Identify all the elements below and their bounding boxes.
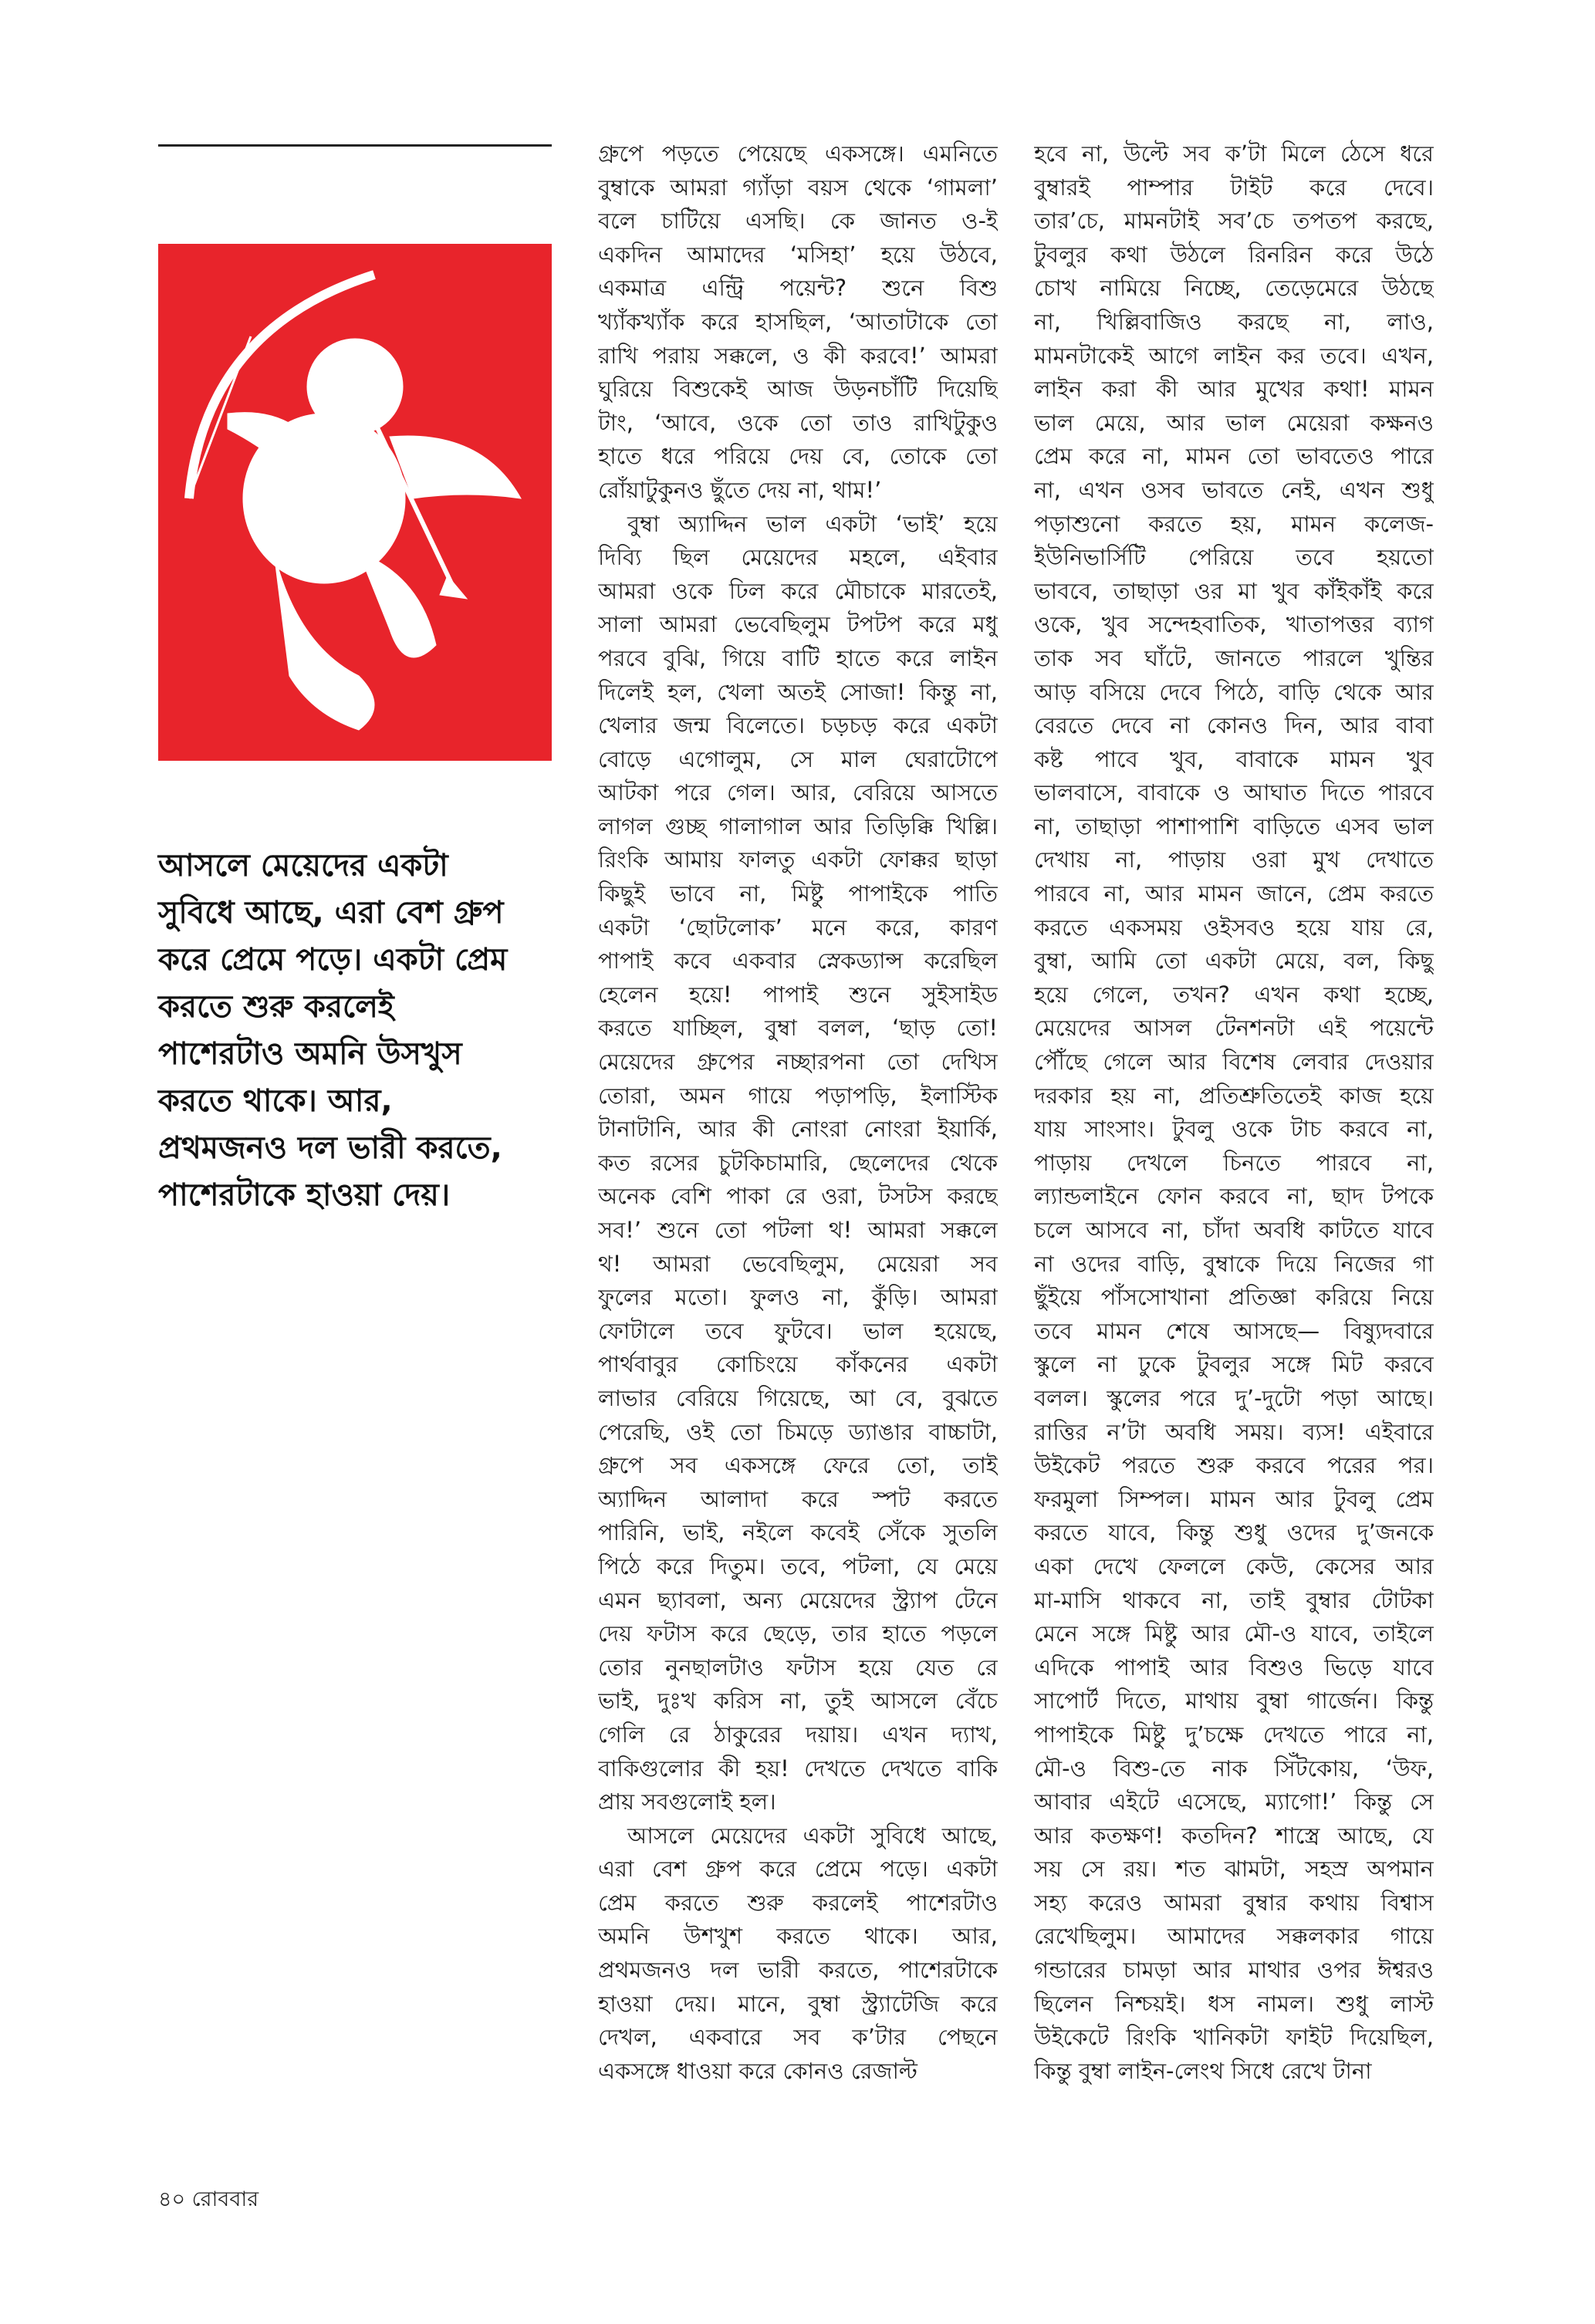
text-line: একা দেখে ফেললে কেউ, কেসের আর — [1034, 1552, 1434, 1579]
text-line: পৌঁছে গেলে আর বিশেষ লেবার দেওয়ার — [1034, 1049, 1434, 1076]
text-line: পেরেছি, ওই তো চিমড়ে ড্যাঙার বাচ্চাটা, — [598, 1418, 998, 1445]
text-line: কষ্ট পাবে খুব, বাবাকে মামন খুব — [1034, 745, 1434, 772]
text-line: লাইন করা কী আর মুখের কথা! মামন — [1034, 376, 1434, 403]
text-line: আসলে মেয়েদের একটা সুবিধে আছে, — [627, 1822, 998, 1849]
text-line: করতে একসময় ওইসবও হয়ে যায় রে, — [1034, 914, 1434, 941]
text-line: পার্থবাবুর কোচিংয়ে কাঁকনের একটা — [598, 1351, 998, 1378]
text-line: বলল। স্কুলের পরে দু’-দুটো পড়া আছে। — [1034, 1384, 1434, 1411]
text-line: লাভার বেরিয়ে গিয়েছে, আ বে, বুঝতে — [598, 1384, 998, 1411]
text-line: খ্যাঁকখ্যাঁক করে হাসছিল, ‘আতাটাকে তো — [598, 308, 998, 335]
text-line: অ্যাদ্দিন আলাদা করে স্পট করতে — [598, 1485, 998, 1512]
top-rule — [158, 144, 552, 147]
text-line: ভালবাসে, বাবাকে ও আঘাত দিতে পারবে — [1034, 779, 1434, 806]
text-line: সব!’ শুনে তো পটলা থ! আমরা সক্কলে — [598, 1217, 998, 1243]
text-line: ইউনিভার্সিটি পেরিয়ে তবে হয়তো — [1034, 544, 1434, 571]
text-line: গেলি রে ঠাকুরের দয়ায়। এখন দ্যাখ, — [598, 1721, 998, 1748]
text-line: পিঠে করে দিতুম। তবে, পটলা, যে মেয়ে — [598, 1552, 998, 1579]
pull-quote — [158, 843, 559, 1219]
text-line: আড় বসিয়ে দেবে পিঠে, বাড়ি থেকে আর — [1034, 678, 1434, 705]
text-line: ছুঁইয়ে পাঁসসোখানা প্রতিজ্ঞা করিয়ে নিয়ে — [1034, 1284, 1434, 1311]
text-line: না ওদের বাড়ি, বুম্বাকে দিয়ে নিজের গা — [1034, 1250, 1434, 1277]
pull-quote-line: সুবিধে আছে, এরা বেশ গ্রুপ — [158, 895, 504, 931]
text-line: দিব্যি ছিল মেয়েদের মহলে, এইবার — [598, 544, 998, 571]
text-line: লাগল গুচ্ছ গালাগাল আর তিড়িক্কি খিল্লি। — [598, 812, 998, 839]
text-line: বলে চাটিয়ে এসছি। কে জানত ও-ই — [598, 208, 998, 235]
text-line: করতে যাবে, কিন্তু শুধু ওদের দু’জনকে — [1034, 1519, 1434, 1546]
text-line: তবে মামন শেষে আসছে— বিষ্যুদবারে — [1034, 1317, 1434, 1344]
text-line: মেয়েদের গ্রুপের নচ্ছারপনা তো দেখিস — [598, 1049, 998, 1076]
text-line: ল্যান্ডলাইনে ফোন করবে না, ছাদ টপকে — [1034, 1183, 1434, 1210]
text-line: বুম্বাকে আমরা গ্যাঁড়া বয়স থেকে ‘গামলা’ — [598, 174, 998, 201]
text-line: মৌ-ও বিশু-তে নাক সিঁটকোয়, ‘উফ, — [1034, 1755, 1434, 1782]
text-line: কিন্তু বুম্বা লাইন-লেংথ সিধে রেখে টানা — [1034, 2057, 1372, 2084]
pull-quote-line: পাশেরটাও অমনি উসখুস — [158, 1036, 462, 1072]
text-line: গন্ডারের চামড়া আর মাথার ওপর ঈশ্বরও — [1034, 1957, 1434, 1984]
text-line: ভাল মেয়ে, আর ভাল মেয়েরা কক্ষনও — [1034, 409, 1434, 436]
text-line: একসঙ্গে ধাওয়া করে কোনও রেজাল্ট — [598, 2057, 917, 2084]
text-line: থ! আমরা ভেবেছিলুম, মেয়েরা সব — [598, 1250, 998, 1277]
text-line: টানাটানি, আর কী নোংরা নোংরা ইয়ার্কি, — [598, 1116, 998, 1143]
text-line: না, এখন ওসব ভাবতে নেই, এখন শুধু — [1034, 476, 1434, 503]
text-line: হেলেন হয়ে! পাপাই শুনে সুইসাইড — [598, 981, 998, 1008]
text-line: দেখল, একবারে সব ক’টার পেছনে — [598, 2024, 998, 2051]
text-line: ভাই, দুঃখ করিস না, তুই আসলে বেঁচে — [598, 1687, 998, 1714]
text-line: তাক সব ঘাঁটে, জানতে পারলে খুন্তির — [1034, 644, 1434, 671]
text-line: উইকেটে রিংকি খানিকটা ফাইট দিয়েছিল, — [1034, 2024, 1434, 2051]
text-line: পাড়ায় দেখলে চিনতে পারবে না, — [1034, 1149, 1434, 1176]
text-line: চোখ নামিয়ে নিচ্ছে, তেড়েমেরে উঠছে — [1034, 275, 1434, 302]
text-line: ভাববে, তাছাড়া ওর মা খুব কাঁইকাঁই করে — [1034, 577, 1434, 604]
text-line: হাতে ধরে পরিয়ে দেয় বে, তোকে তো — [598, 443, 998, 470]
text-line: হাওয়া দেয়। মানে, বুম্বা স্ট্র্যাটেজি করে — [598, 1990, 998, 2017]
cupid-illustration — [158, 244, 552, 761]
text-line: ফরমুলা সিম্পল। মামন আর টুবলু প্রেম — [1034, 1485, 1434, 1512]
text-line: তোরা, অমন গায়ে পড়াপড়ি, ইলাস্টিক — [598, 1082, 998, 1109]
text-line: যায় সাংসাং। টুবলু ওকে টাচ করবে না, — [1034, 1116, 1434, 1143]
text-line: বুম্বারই পাম্পার টাইট করে দেবে। — [1034, 174, 1434, 201]
text-line: না, তাছাড়া পাশাপাশি বাড়িতে এসব ভাল — [1034, 812, 1434, 839]
text-line: বোড়ে এগোলুম, সে মাল ঘেরাটোপে — [598, 745, 998, 772]
text-line: মা-মাসি থাকবে না, তাই বুম্বার টোটকা — [1034, 1586, 1434, 1613]
pull-quote-line: করে প্রেমে পড়ে। একটা প্রেম — [158, 942, 508, 978]
text-line: দরকার হয় না, প্রতিশ্রুতিতেই কাজ হয়ে — [1034, 1082, 1434, 1109]
text-line: এরা বেশ গ্রুপ করে প্রেমে পড়ে। একটা — [598, 1856, 998, 1883]
text-line: ফোটালে তবে ফুটবে। ভাল হয়েছে, — [598, 1317, 998, 1344]
text-line: মেনে সঙ্গে মিষ্টু আর মৌ-ও যাবে, তাইলে — [1034, 1620, 1434, 1647]
article-column-1 — [598, 137, 998, 2088]
text-line: ওকে, খুব সন্দেহবাতিক, খাতাপত্তর ব্যাগ — [1034, 611, 1434, 638]
text-line: পারিনি, ভাই, নইলে কবেই সেঁকে সুতলি — [598, 1519, 998, 1546]
text-line: পারবে না, আর মামন জানে, প্রেম করতে — [1034, 880, 1434, 907]
text-line: প্রায় সবগুলোই হল। — [598, 1789, 776, 1816]
text-line: বাকিগুলোর কী হয়! দেখতে দেখতে বাকি — [598, 1755, 998, 1782]
text-line: এদিকে পাপাই আর বিশুও ভিড়ে যাবে — [1034, 1653, 1434, 1681]
text-line: কিছুই ভাবে না, মিষ্টু পাপাইকে পাতি — [598, 880, 998, 907]
text-line: পাপাইকে মিষ্টু দু’চক্ষে দেখতে পারে না, — [1034, 1721, 1434, 1748]
cupid-icon — [158, 244, 552, 761]
text-line: দেয় ফটাস করে ছেড়ে, তার হাতে পড়লে — [598, 1620, 998, 1647]
text-line: সাপোর্ট দিতে, মাথায় বুম্বা গার্জেন। কিন্তু — [1034, 1687, 1434, 1714]
text-line: প্রেম করে না, মামন তো ভাবতেও পারে — [1034, 443, 1434, 470]
pull-quote-line: করতে শুরু করলেই — [158, 989, 394, 1025]
text-line: খেলার জন্ম বিলেতে। চড়চড় করে একটা — [598, 712, 998, 739]
text-line: প্রথমজনও দল ভারী করতে, পাশেরটাকে — [598, 1957, 998, 1984]
magazine-name: রোববার — [191, 2187, 259, 2211]
text-line: রাত্তির ন’টা অবধি সময়। ব্যস! এইবারে — [1034, 1418, 1434, 1445]
text-line: রিংকি আমায় ফালতু একটা ফোক্কর ছাড়া — [598, 846, 998, 873]
text-line: আটকা পরে গেল। আর, বেরিয়ে আসতে — [598, 779, 998, 806]
pull-quote-line: করতে থাকে। আর, — [158, 1083, 393, 1119]
text-line: অনেক বেশি পাকা রে ওরা, টসটস করছে — [598, 1183, 998, 1210]
text-line: পাপাই কবে একবার স্নেকড্যান্স করেছিল — [598, 948, 998, 975]
text-line: সয় সে রয়। শত ঝামটা, সহস্র অপমান — [1034, 1856, 1434, 1883]
text-line: ঘুরিয়ে বিশুকেই আজ উড়নচাঁটি দিয়েছি — [598, 376, 998, 403]
pull-quote-line: পাশেরটাকে হাওয়া দেয়। — [158, 1177, 451, 1213]
text-line: অমনি উশখুশ করতে থাকে। আর, — [598, 1923, 998, 1950]
page-number: ৪০ — [158, 2187, 186, 2211]
text-line: তার’চে, মামনটাই সব’চে তপতপ করছে, — [1034, 208, 1434, 235]
text-line: স্কুলে না ঢুকে টুবলুর সঙ্গে মিট করবে — [1034, 1351, 1434, 1378]
text-line: সহ্য করেও আমরা বুম্বার কথায় বিশ্বাস — [1034, 1889, 1434, 1916]
text-line: বেরতে দেবে না কোনও দিন, আর বাবা — [1034, 712, 1434, 739]
text-line: আবার এইটে এসেছে, ম্যাগো!’ কিন্তু সে — [1034, 1789, 1434, 1816]
text-line: মামনটাকেই আগে লাইন কর তবে। এখন, — [1034, 342, 1434, 369]
text-line: বুম্বা অ্যাদ্দিন ভাল একটা ‘ভাই’ হয়ে — [627, 510, 998, 537]
text-line: গ্রুপে পড়তে পেয়েছে একসঙ্গে। এমনিতে — [598, 140, 998, 167]
text-line: রোঁয়াটুকুনও ছুঁতে দেয় না, থাম!’ — [598, 476, 882, 503]
text-line: না, খিল্লিবাজিও করছে না, লাও, — [1034, 308, 1434, 335]
text-line: রাখি পরায় সক্কলে, ও কী করবে!’ আমরা — [598, 342, 998, 369]
text-line: টাং, ‘আবে, ওকে তো তাও রাখিটুকুও — [598, 409, 998, 436]
text-line: ফুলের মতো। ফুলও না, কুঁড়ি। আমরা — [598, 1284, 998, 1311]
text-line: হয়ে গেলে, তখন? এখন কথা হচ্ছে, — [1034, 981, 1434, 1008]
text-line: একমাত্র এন্ট্রি পয়েন্ট? শুনে বিশু — [598, 275, 998, 302]
text-line: তোর নুনছালটাও ফটাস হয়ে যেত রে — [598, 1653, 998, 1681]
article-column-2 — [1034, 137, 1434, 2088]
text-line: আমরা ওকে ঢিল করে মৌচাকে মারতেই, — [598, 577, 998, 604]
text-line: টুবলুর কথা উঠলে রিনরিন করে উঠে — [1034, 241, 1434, 268]
text-line: দিলেই হল, খেলা অতই সোজা! কিন্তু না, — [598, 678, 998, 705]
text-line: বুম্বা, আমি তো একটা মেয়ে, বল, কিছু — [1034, 948, 1434, 975]
text-line: মেয়েদের আসল টেনশনটা এই পয়েন্টে — [1034, 1015, 1434, 1042]
text-line: রেখেছিলুম। আমাদের সক্কলকার গায়ে — [1034, 1923, 1434, 1950]
text-line: পরবে বুঝি, গিয়ে বাটি হাতে করে লাইন — [598, 644, 998, 671]
text-line: হবে না, উল্টে সব ক’টা মিলে ঠেসে ধরে — [1034, 140, 1434, 167]
pull-quote-line: আসলে মেয়েদের একটা — [158, 848, 448, 883]
text-line: পড়াশুনো করতে হয়, মামন কলেজ- — [1034, 510, 1434, 537]
text-line: সালা আমরা ভেবেছিলুম টপটপ করে মধু — [598, 611, 998, 638]
text-line: উইকেট পরতে শুরু করবে পরের পর। — [1034, 1452, 1434, 1479]
text-line: আর কতক্ষণ! কতদিন? শাস্ত্রে আছে, যে — [1034, 1822, 1434, 1849]
text-line: প্রেম করতে শুরু করলেই পাশেরটাও — [598, 1889, 998, 1916]
text-line: একদিন আমাদের ‘মসিহা’ হয়ে উঠবে, — [598, 241, 998, 268]
text-line: এমন ছ্যাবলা, অন্য মেয়েদের স্ট্র্যাপ টেনে — [598, 1586, 998, 1613]
text-line: ছিলেন নিশ্চয়ই। ধস নামল। শুধু লাস্ট — [1034, 1990, 1434, 2017]
text-line: কত রসের চুটকিচামারি, ছেলেদের থেকে — [598, 1149, 998, 1176]
text-line: দেখায় না, পাড়ায় ওরা মুখ দেখাতে — [1034, 846, 1434, 873]
text-line: একটা ‘ছোটলোক’ মনে করে, কারণ — [598, 914, 998, 941]
text-line: চলে আসবে না, চাঁদা অবধি কাটতে যাবে — [1034, 1217, 1434, 1243]
page-footer — [158, 2184, 259, 2218]
text-line: করতে যাচ্ছিল, বুম্বা বলল, ‘ছাড় তো! — [598, 1015, 998, 1042]
pull-quote-line: প্রথমজনও দল ভারী করতে, — [158, 1130, 502, 1166]
text-line: গ্রুপে সব একসঙ্গে ফেরে তো, তাই — [598, 1452, 998, 1479]
